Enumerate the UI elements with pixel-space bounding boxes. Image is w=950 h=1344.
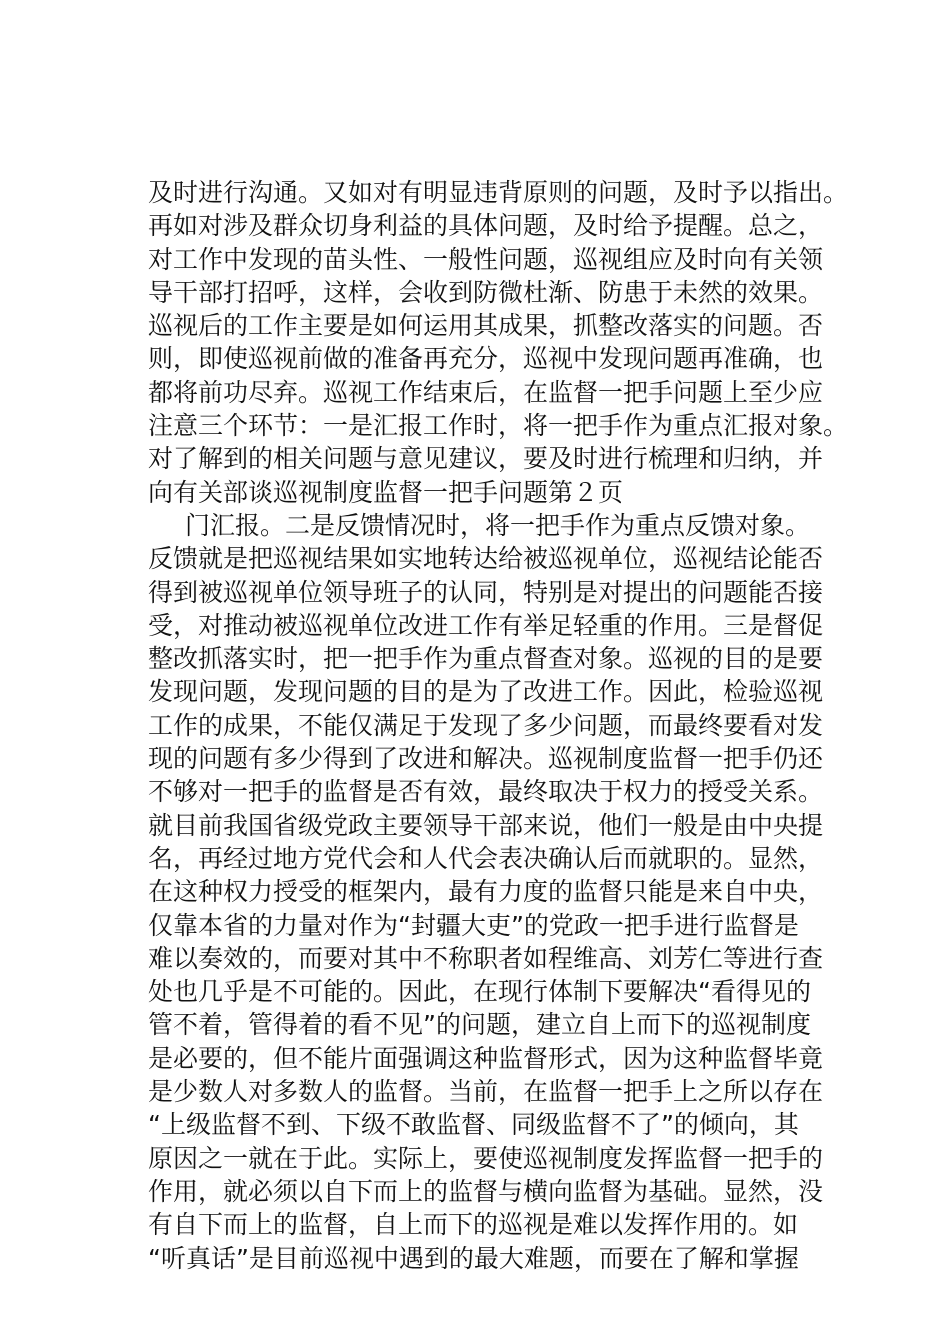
- text-line: “上级监督不到、下级不敢监督、同级监督不了”的倾向，其: [148, 1110, 799, 1140]
- text-line: 整改抓落实时，把一把手作为重点督查对象。巡视的目的是要: [148, 644, 824, 674]
- text-line: 向有关部谈巡视制度监督一把手问题第２页: [148, 477, 624, 507]
- text-line: 都将前功尽弃。巡视工作结束后，在监督一把手问题上至少应: [148, 377, 824, 407]
- text-line: 不够对一把手的监督是否有效，最终取决于权力的授受关系。: [148, 777, 824, 807]
- text-line: 反馈就是把巡视结果如实地转达给被巡视单位，巡视结论能否: [148, 544, 824, 574]
- text-line: 得到被巡视单位领导班子的认同，特别是对提出的问题能否接: [148, 577, 824, 607]
- text-line: 在这种权力授受的框架内，最有力度的监督只能是来自中央，: [148, 877, 824, 907]
- text-line: 处也几乎是不可能的。因此，在现行体制下要解决“看得见的: [148, 977, 811, 1007]
- text-line: 有自下而上的监督，自上而下的巡视是难以发挥作用的。如: [148, 1210, 799, 1240]
- text-line: 对工作中发现的苗头性、一般性问题，巡视组应及时向有关领: [148, 244, 824, 274]
- text-line: 作用，就必须以自下而上的监督与横向监督为基础。显然，没: [148, 1176, 824, 1206]
- paragraph-start-line: 门汇报。二是反馈情况时，将一把手作为重点反馈对象。: [185, 510, 811, 540]
- text-line: 发现问题，发现问题的目的是为了改进工作。因此，检验巡视: [148, 677, 824, 707]
- text-line: 则，即使巡视前做的准备再充分，巡视中发现问题再准确，也: [148, 344, 824, 374]
- text-line: 名，再经过地方党代会和人代会表决确认后而就职的。显然，: [148, 843, 824, 873]
- text-line: 仅靠本省的力量对作为“封疆大吏”的党政一把手进行监督是: [148, 910, 799, 940]
- text-line: 难以奏效的，而要对其中不称职者如程维高、刘芳仁等进行查: [148, 943, 824, 973]
- text-line: 巡视后的工作主要是如何运用其成果，抓整改落实的问题。否: [148, 311, 824, 341]
- text-line: 工作的成果，不能仅满足于发现了多少问题，而最终要看对发: [148, 710, 824, 740]
- body-text: [148, 176, 848, 1275]
- text-line: 导干部打招呼，这样，会收到防微杜渐、防患于未然的效果。: [148, 277, 824, 307]
- text-line: 是必要的，但不能片面强调这种监督形式，因为这种监督毕竟: [148, 1043, 824, 1073]
- text-line: 及时进行沟通。又如对有明显违背原则的问题，及时予以指出。: [148, 178, 849, 207]
- text-line: 原因之一就在于此。实际上，要使巡视制度发挥监督一把手的: [148, 1143, 824, 1173]
- text-line: 管不着，管得着的看不见”的问题，建立自上而下的巡视制度: [148, 1010, 811, 1040]
- text-line: “听真话”是目前巡视中遇到的最大难题，而要在了解和掌握: [148, 1243, 799, 1273]
- text-line: 受，对推动被巡视单位改进工作有举足轻重的作用。三是督促: [148, 610, 824, 640]
- text-line: 是少数人对多数人的监督。当前，在监督一把手上之所以存在: [148, 1077, 824, 1107]
- text-line: 现的问题有多少得到了改进和解决。巡视制度监督一把手仍还: [148, 744, 824, 774]
- text-line: 就目前我国省级党政主要领导干部来说，他们一般是由中央提: [148, 810, 824, 840]
- text-line: 注意三个环节：一是汇报工作时，将一把手作为重点汇报对象。: [148, 411, 849, 441]
- text-line: 对了解到的相关问题与意见建议，要及时进行梳理和归纳，并: [148, 444, 824, 474]
- text-line: 再如对涉及群众切身利益的具体问题，及时给予提醒。总之，: [148, 211, 824, 241]
